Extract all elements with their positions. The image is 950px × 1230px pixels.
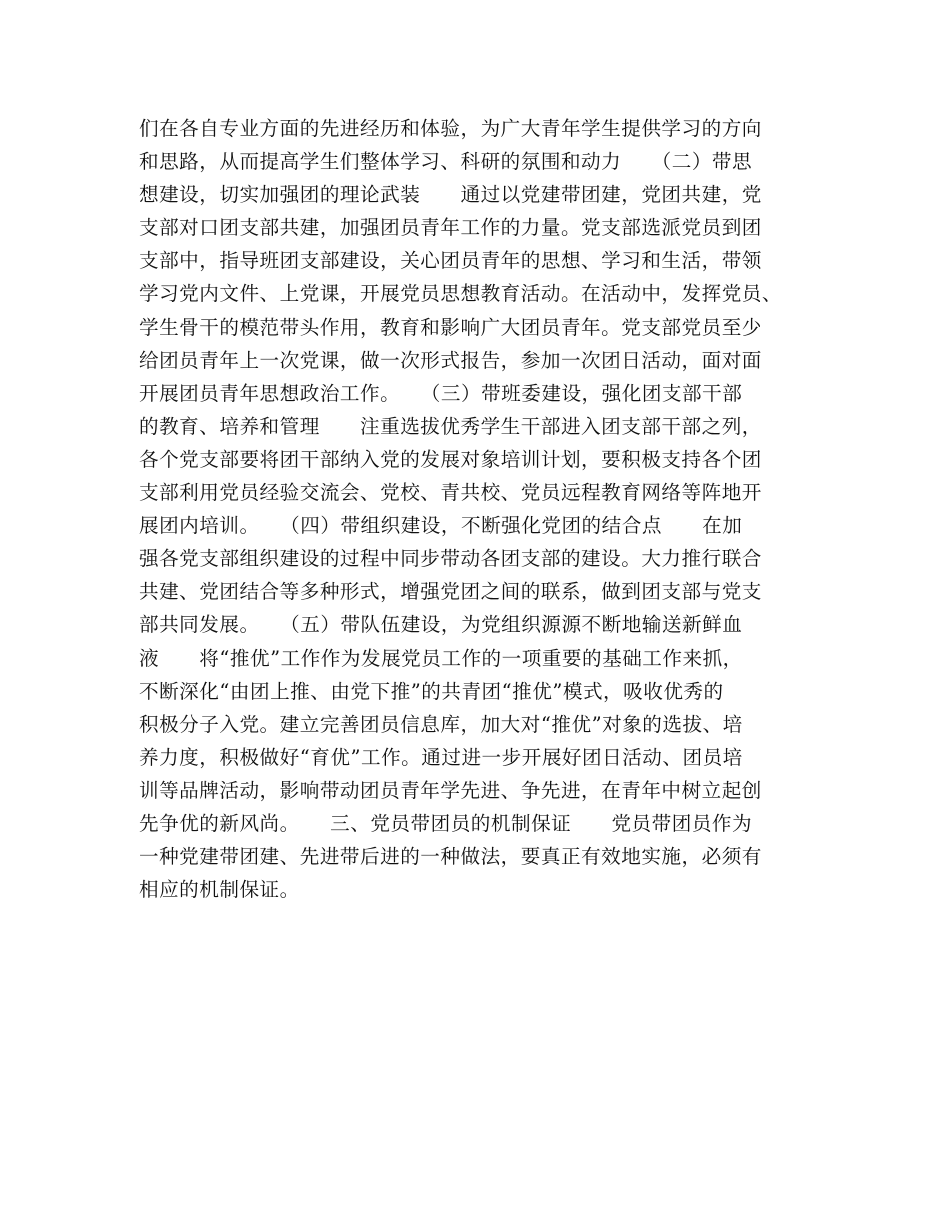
text-line-14: 强各党支部组织建设的过程中同步带动各团支部的建设。大力推行联合: [139, 547, 762, 571]
text-line-1: 们在各自专业方面的先进经历和体验，为广大青年学生提供学习的方向: [139, 117, 762, 140]
text-line-7: 学生骨干的模范带头作用，教育和影响广大团员青年。党支部党员至少: [139, 315, 762, 339]
text-line-10: 的教育、培养和管理 注重选拔优秀学生干部进入团支部干部之列，: [139, 414, 762, 438]
text-line-22: 先争优的新风尚。 三、党员带团员的机制保证 党员带团员作为: [139, 811, 753, 835]
text-line-9: 开展团员青年思想政治工作。 （三）带班委建设，强化团支部干部: [139, 381, 743, 405]
text-line-3: 想建设，切实加强团的理论武装 通过以党建带团建，党团共建，党: [139, 183, 762, 207]
text-line-19: 积极分子入党。建立完善团员信息库，加大对“推优”对象的选拔、培: [139, 712, 743, 736]
text-line-12: 支部利用党员经验交流会、党校、青共校、党员远程教育网络等阵地开: [139, 481, 762, 505]
text-line-23: 一种党建带团建、先进带后进的一种做法，要真正有效地实施，必须有: [139, 845, 762, 869]
text-line-24: 相应的机制保证。: [139, 878, 300, 902]
document-body: [139, 112, 829, 906]
text-line-11: 各个党支部要将团干部纳入党的发展对象培训计划，要积极支持各个团: [139, 447, 762, 471]
text-line-20: 养力度，积极做好“育优”工作。通过进一步开展好团日活动、团员培: [139, 745, 743, 769]
text-line-13: 展团内培训。 （四）带组织建设，不断强化党团的结合点 在加: [139, 514, 743, 538]
text-line-16: 部共同发展。 （五）带队伍建设，为党组织源源不断地输送新鲜血: [139, 613, 743, 637]
text-line-6: 学习党内文件、上党课，开展党员思想教育活动。在活动中，发挥党员、: [139, 282, 782, 306]
text-line-8: 给团员青年上一次党课，做一次形式报告，参加一次团日活动，面对面: [139, 348, 762, 372]
text-line-17: 液 将“推优”工作作为发展党员工作的一项重要的基础工作来抓，: [139, 646, 743, 670]
text-line-15: 共建、党团结合等多种形式，增强党团之间的联系，做到团支部与党支: [139, 580, 762, 604]
text-line-21: 训等品牌活动，影响带动团员青年学先进、争先进，在青年中树立起创: [139, 778, 762, 802]
text-line-18: 不断深化“由团上推、由党下推”的共青团“推优”模式，吸收优秀的: [139, 679, 724, 703]
text-line-2: 和思路，从而提高学生们整体学习、科研的氛围和动力 （二）带思: [139, 150, 753, 174]
text-line-5: 支部中，指导班团支部建设，关心团员青年的思想、学习和生活，带领: [139, 249, 762, 273]
text-line-4: 支部对口团支部共建，加强团员青年工作的力量。党支部选派党员到团: [139, 216, 762, 240]
